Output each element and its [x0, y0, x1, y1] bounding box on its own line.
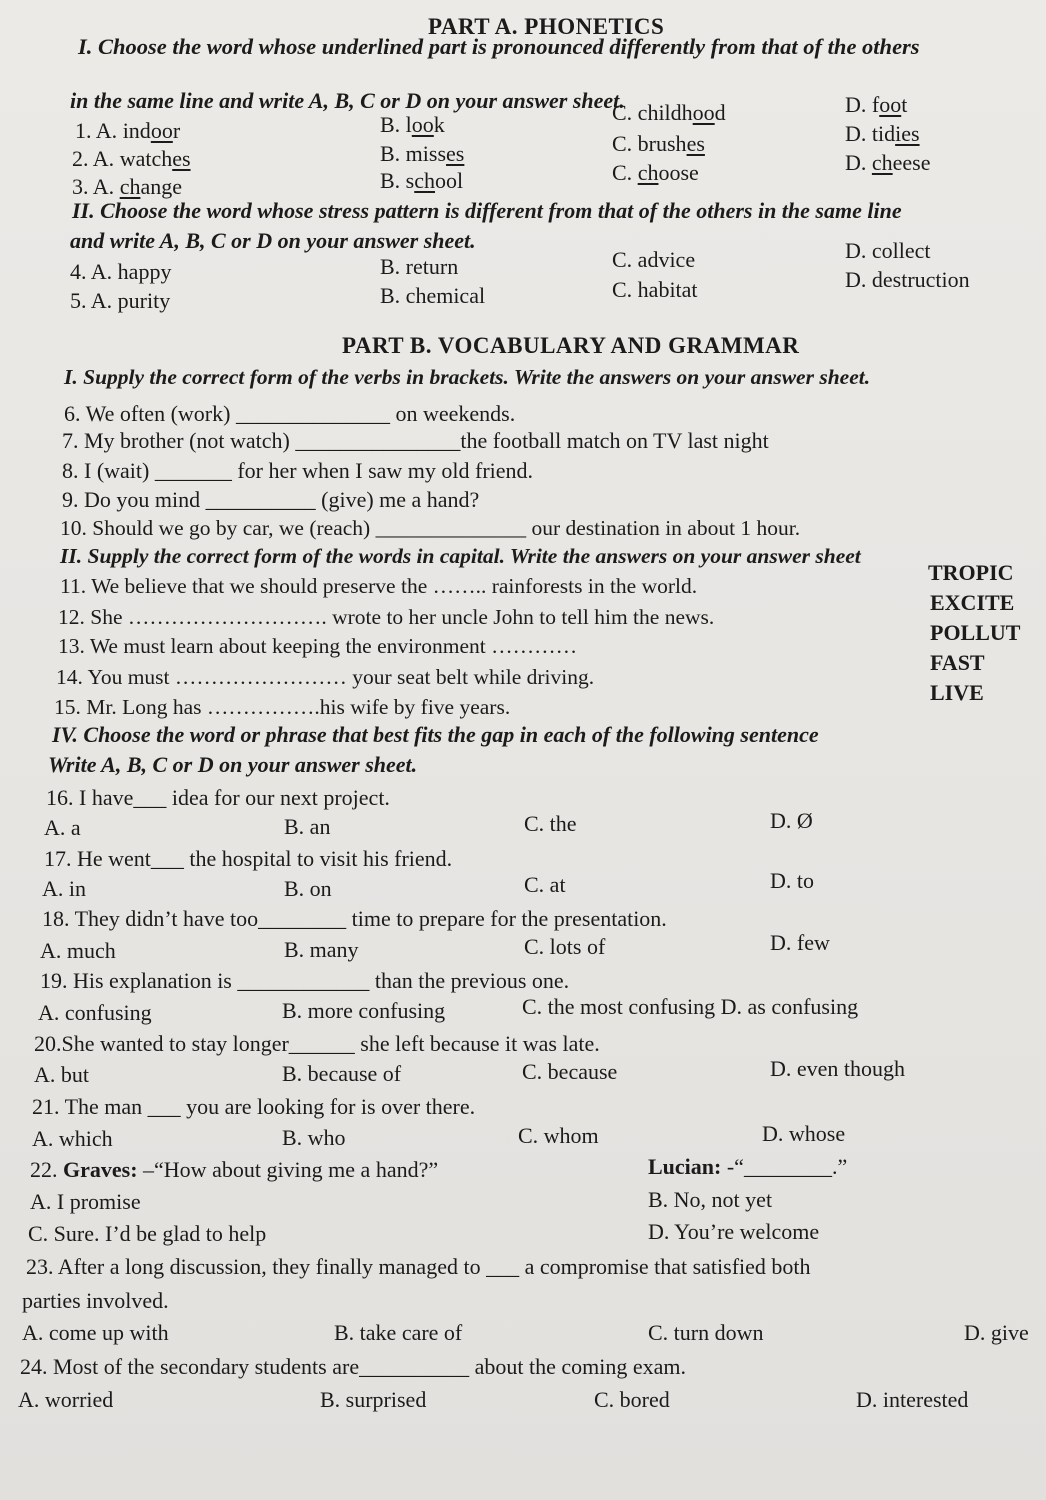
q5-option-b: B. chemical	[380, 283, 486, 308]
q18-option-a: A. much	[40, 938, 116, 963]
q11-capital-word: TROPIC	[928, 560, 1014, 585]
q2-option-d: D. tidies	[845, 121, 920, 146]
q20-option-a: A. but	[34, 1062, 89, 1087]
verbs-section-instruction: I. Supply the correct form of the verbs in brackets. Write the answers on your answer sheet.	[64, 365, 871, 389]
q12-capital-word: EXCITE	[930, 590, 1015, 615]
q23-option-a: A. come up with	[22, 1320, 169, 1345]
multiple-choice-instruction-line2: Write A, B, C or D on your answer sheet.	[48, 752, 418, 777]
q4-option-d: D. collect	[845, 238, 931, 263]
q19-option-b: B. more confusing	[282, 998, 446, 1023]
q16-stem: 16. I have___ idea for our next project.	[46, 785, 390, 810]
q18-option-b: B. many	[284, 937, 359, 962]
q1-option-d: D. foot	[845, 92, 908, 117]
q22-option-c: C. Sure. I’d be glad to help	[28, 1221, 267, 1246]
part-b-title: PART B. VOCABULARY AND GRAMMAR	[342, 333, 800, 358]
q20-option-b: B. because of	[282, 1061, 402, 1086]
q5-option-d: D. destruction	[845, 267, 970, 292]
q21-stem: 21. The man ___ you are looking for is over there.	[32, 1094, 476, 1119]
word-form-section-instruction: II. Supply the correct form of the words in capital. Write the answers on your answer sheet	[60, 544, 861, 568]
q18-stem: 18. They didn’t have too________ time to prepare for the presentation.	[42, 906, 667, 931]
q22-option-d: D. You’re welcome	[648, 1219, 820, 1244]
q2-option-a: 2. A. watches	[72, 146, 191, 171]
q9-sentence: 9. Do you mind __________ (give) me a hand?	[62, 487, 480, 512]
q21-option-a: A. which	[32, 1126, 113, 1151]
multiple-choice-instruction-line1: IV. Choose the word or phrase that best fits the gap in each of the following sentence	[52, 722, 819, 747]
q20-stem: 20.She wanted to stay longer______ she left because it was late.	[34, 1031, 600, 1056]
q4-option-b: B. return	[380, 254, 459, 279]
q22-stem-graves: 22. Graves: –“How about giving me a hand?”	[30, 1157, 439, 1182]
section-1-instruction-line1: I. Choose the word whose underlined part is pronounced differently from that of the others	[78, 34, 920, 59]
q16-option-b: B. an	[284, 814, 331, 839]
q19-stem: 19. His explanation is ____________ than the previous one.	[40, 968, 570, 993]
q16-option-d: D. Ø	[770, 808, 813, 833]
q17-option-c: C. at	[524, 872, 566, 897]
q20-option-d: D. even though	[770, 1056, 906, 1081]
q17-option-d: D. to	[770, 868, 814, 893]
q1-option-a: 1. A. indoor	[75, 118, 181, 143]
q21-option-d: D. whose	[762, 1121, 846, 1146]
q17-option-b: B. on	[284, 876, 332, 901]
q11-sentence: 11. We believe that we should preserve the …….. rainforests in the world.	[60, 574, 698, 598]
q2-option-b: B. misses	[380, 141, 465, 166]
q13-capital-word: POLLUT	[930, 620, 1021, 645]
q23-stem-line1: 23. After a long discussion, they finally managed to ___ a compromise that satisfied both	[26, 1254, 811, 1279]
q3-option-c: C. choose	[612, 160, 699, 185]
q7-sentence: 7. My brother (not watch) _______________the football match on TV last night	[62, 428, 769, 453]
q1-option-c: C. childhood	[612, 100, 726, 125]
q14-capital-word: FAST	[930, 650, 985, 675]
q8-sentence: 8. I (wait) _______ for her when I saw my old friend.	[62, 458, 534, 483]
q6-sentence: 6. We often (work) ______________ on weekends.	[64, 401, 516, 426]
q18-option-d: D. few	[770, 930, 830, 955]
section-1-instruction-line2: in the same line and write A, B, C or D on your answer sheet.	[70, 88, 625, 113]
q5-option-c: C. habitat	[612, 277, 698, 302]
q1-option-b: B. look	[380, 112, 445, 137]
part-a-title: PART A. PHONETICS	[428, 14, 665, 39]
q2-option-c: C. brushes	[612, 131, 705, 156]
q22-option-b: B. No, not yet	[648, 1187, 773, 1212]
q17-stem: 17. He went___ the hospital to visit his friend.	[44, 846, 453, 871]
q15-capital-word: LIVE	[930, 680, 984, 705]
q13-sentence: 13. We must learn about keeping the environment …………	[58, 634, 578, 658]
q23-option-d: D. give	[964, 1320, 1029, 1345]
q23-option-c: C. turn down	[648, 1320, 764, 1345]
q21-option-b: B. who	[282, 1125, 346, 1150]
q12-sentence: 12. She ………………………. wrote to her uncle John to tell him the news.	[58, 605, 715, 629]
q3-option-a: 3. A. change	[72, 174, 182, 199]
q24-option-a: A. worried	[18, 1387, 114, 1412]
q10-sentence: 10. Should we go by car, we (reach) ______________ our destination in about 1 hour.	[60, 516, 801, 540]
q24-stem: 24. Most of the secondary students are__________ about the coming exam.	[20, 1354, 686, 1379]
q5-option-a: 5. A. purity	[70, 288, 171, 313]
q15-sentence: 15. Mr. Long has …………….his wife by five years.	[54, 695, 511, 719]
q16-option-a: A. a	[44, 815, 81, 840]
q4-option-c: C. advice	[612, 247, 696, 272]
q4-option-a: 4. A. happy	[70, 259, 172, 284]
section-2-instruction-line1: II. Choose the word whose stress pattern is different from that of the others in the same line	[72, 198, 902, 223]
q3-option-d: D. cheese	[845, 150, 931, 175]
q17-option-a: A. in	[42, 876, 86, 901]
q22-option-a: A. I promise	[30, 1189, 141, 1214]
q23-stem-line2: parties involved.	[22, 1288, 169, 1313]
q20-option-c: C. because	[522, 1059, 618, 1084]
q18-option-c: C. lots of	[524, 934, 606, 959]
q3-option-b: B. school	[380, 168, 464, 193]
section-2-instruction-line2: and write A, B, C or D on your answer sheet.	[70, 228, 476, 253]
q21-option-c: C. whom	[518, 1123, 599, 1148]
q24-option-d: D. interested	[856, 1387, 969, 1412]
q24-option-b: B. surprised	[320, 1387, 427, 1412]
q14-sentence: 14. You must …………………… your seat belt while driving.	[56, 665, 595, 689]
q19-options-c-d: C. the most confusing D. as confusing	[522, 994, 859, 1019]
q16-option-c: C. the	[524, 811, 577, 836]
q22-stem-lucian: Lucian: -“________.”	[648, 1154, 848, 1179]
q23-option-b: B. take care of	[334, 1320, 463, 1345]
q19-option-a: A. confusing	[38, 1000, 152, 1025]
q24-option-c: C. bored	[594, 1387, 670, 1412]
